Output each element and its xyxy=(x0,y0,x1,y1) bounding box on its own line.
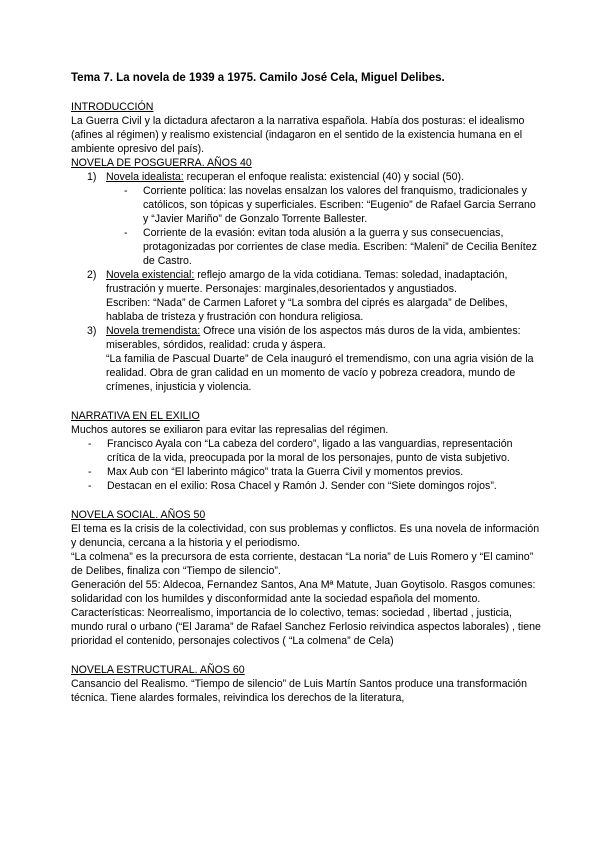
sub-item-text: Corriente de la evasión: evitan toda alusión a la guerra y sus consecuencias, protagonizadas por corrientes de clase media. Escriben: “Maleni” de Cecilia Benítez de Castro. xyxy=(143,227,537,267)
document-title: Tema 7. La novela de 1939 a 1975. Camilo José Cela, Miguel Delibes. xyxy=(71,72,445,84)
item-text: recuperan el enfoque realista: existencial (40) y social (50). xyxy=(183,171,465,183)
sub-item-text: Corriente política: las novelas ensalzan los valores del franquismo, tradicionales y católicos, son tópicas y superficiales. Escriben: “Eugenio” de Rafael Garcia Serrano y “Javier Mariño” de Gonzalo Torrente Ballester. xyxy=(143,185,536,225)
dash-bullet: - xyxy=(88,466,92,478)
item-extra: “La familia de Pascual Duarte” de Cela inauguró el tremendismo, con una agria visión de la realidad. Obra de gran calidad en un momento de vacío y pobreza creadora, mundo de crímenes, injusticia y violencia. xyxy=(106,353,534,393)
list-number: 3) xyxy=(87,325,97,337)
list-item xyxy=(71,324,541,394)
item-text: reflejo amargo de la vida cotidiana. Temas: soledad, inadaptación, frustración y muerte. Personajes: marginales,desorientados y angustiados. xyxy=(106,269,508,295)
dash-bullet: - xyxy=(88,480,92,492)
section-heading-introduccion: INTRODUCCIÓN xyxy=(71,101,154,113)
list-item xyxy=(71,465,541,479)
exilio-list xyxy=(71,437,541,493)
list-item xyxy=(71,437,541,465)
intro-paragraph: La Guerra Civil y la dictadura afectaron a la narrativa española. Había dos posturas: el idealismo (afines al régimen) y realismo existencial (indagaron en el sentido de la existencia humana en el ambiente opresivo del país). xyxy=(71,115,525,155)
list-item xyxy=(71,479,541,493)
social-paragraph: “La colmena” es la precursora de esta corriente, destacan “La noria” de Luis Romero y “El camino” de Delibes, finaliza con “Tiempo de silencio”. xyxy=(71,551,534,577)
posguerra-list xyxy=(71,170,541,394)
list-item xyxy=(71,170,541,184)
item-text: Ofrece una visión de los aspectos más duros de la vida, ambientes: miserables, sórdidos, realidad: cruda y áspera. xyxy=(106,325,521,351)
social-paragraph: Características: Neorrealismo, importancia de lo colectivo, temas: sociedad , libertad , justicia, mundo rural o urbano (“El Jarama” de Rafael Sanchez Ferlosio reivindica aspectos laborales) , tiene prioridad el contenido, personajes colectivos ( “La colmena” de Cela) xyxy=(71,607,541,647)
item-extra: Escriben: “Nada” de Carmen Laforet y “La sombra del ciprés es alargada” de Delibes, hablaba de tristeza y frustración con hondura religiosa. xyxy=(106,297,508,323)
list-item xyxy=(71,268,541,324)
section-heading-social: NOVELA SOCIAL. AÑOS 50 xyxy=(71,509,206,521)
social-paragraph: El tema es la crisis de la colectividad, con sus problemas y conflictos. Es una novela de información y denuncia, cercana a la historia y el periodismo. xyxy=(71,523,540,549)
section-heading-exilio: NARRATIVA EN EL EXILIO xyxy=(71,410,200,422)
item-label: Novela idealista: xyxy=(106,171,184,183)
sub-list-item xyxy=(71,184,541,226)
dash-bullet: - xyxy=(124,227,128,239)
social-paragraph: Generación del 55: Aldecoa, Fernandez Santos, Ana Mª Matute, Juan Goytisolo. Rasgos comunes: solidaridad con los humildes y disconformidad ante la sociedad española del momento. xyxy=(71,579,536,605)
estructural-paragraph: Cansancio del Realismo. “Tiempo de silencio” de Luis Martín Santos produce una transformación técnica. Tiene alardes formales, reivindica los derechos de la literatura, xyxy=(71,678,527,704)
item-text: Destacan en el exilio: Rosa Chacel y Ramón J. Sender con “Siete domingos rojos”. xyxy=(107,480,497,492)
section-heading-estructural: NOVELA ESTRUCTURAL. AÑOS 60 xyxy=(71,664,245,676)
section-heading-posguerra: NOVELA DE POSGUERRA. AÑOS 40 xyxy=(71,157,252,169)
sub-list-item xyxy=(71,226,541,268)
list-number: 2) xyxy=(87,269,97,281)
list-number: 1) xyxy=(87,171,97,183)
item-label: Novela existencial: xyxy=(106,269,195,281)
item-label: Novela tremendista: xyxy=(106,325,201,337)
dash-bullet: - xyxy=(124,185,128,197)
item-text: Francisco Ayala con “La cabeza del cordero”, ligado a las vanguardias, representación crítica de la vida, preocupada por la moral de los personajes, punto de vista subjetivo. xyxy=(107,438,513,464)
item-text: Max Aub con “El laberinto mágico” trata la Guerra Civil y momentos previos. xyxy=(107,466,464,478)
exilio-paragraph: Muchos autores se exiliaron para evitar las represalias del régimen. xyxy=(71,424,389,436)
dash-bullet: - xyxy=(88,438,92,450)
document-body xyxy=(71,100,541,705)
